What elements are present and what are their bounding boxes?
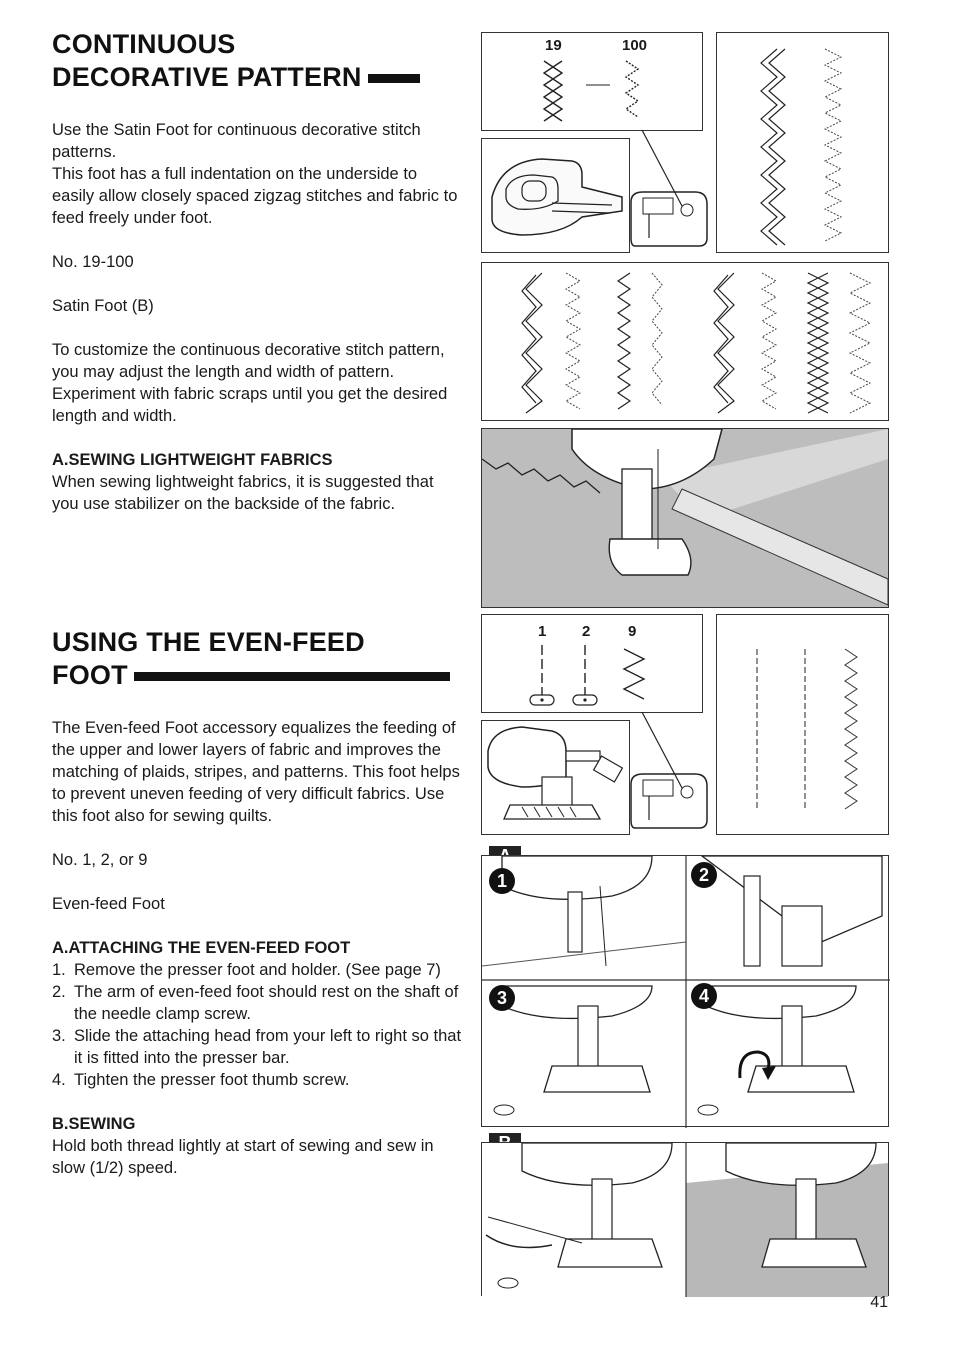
figure-stitch-variations (481, 262, 889, 421)
subheading-text: SEWING LIGHTWEIGHT FABRICS (68, 451, 333, 469)
list-item (52, 1069, 462, 1091)
lightweight-sewing-illustration (482, 429, 890, 609)
step-number: 4. (52, 1071, 66, 1089)
lightweight-paragraph: When sewing lightweight fabrics, it is suggested that you use stabilizer on the backside of the fabric. (52, 473, 434, 513)
figure-panel-a (481, 855, 889, 1127)
label-2: 2 (582, 623, 591, 640)
figure-stitch-selection-19-100 (481, 32, 703, 131)
sewing-paragraph: Hold both thread lightly at start of sewing and sew in slow (1/2) speed. (52, 1137, 434, 1177)
stitch-icons (482, 615, 704, 714)
attach-steps-list (52, 959, 462, 1091)
customize-paragraph-1: To customize the continuous decorative stitch pattern, you may adjust the length and width of pattern. (52, 341, 445, 381)
step-text: The arm of even-feed foot should rest on the shaft of the needle clamp screw. (74, 983, 459, 1023)
subheading-letter: A. (52, 451, 69, 469)
foot-name: Even-feed Foot (52, 895, 165, 913)
label-19: 19 (545, 37, 562, 54)
straight-sample-rows (717, 615, 890, 836)
intro-paragraph-2: This foot has a full indentation on the underside to easily allow closely spaced zigzag stitches and fabric to feed freely under foot. (52, 165, 458, 227)
section-title (52, 626, 462, 692)
even-feed-foot-illustration (482, 721, 631, 836)
step-text: Slide the attaching head from your left to right so that it is fitted into the presser bar. (74, 1027, 462, 1067)
stitch-variation-rows (482, 263, 890, 422)
title-line-2: DECORATIVE PATTERN (52, 62, 362, 92)
title-rule (134, 672, 450, 681)
step-circle-4: 4 (691, 983, 717, 1009)
subheading-letter: A. (52, 939, 69, 957)
foot-name: Satin Foot (B) (52, 297, 154, 315)
figure-stitch-selection-1-2-9 (481, 614, 703, 713)
title-line-1: CONTINUOUS (52, 29, 236, 59)
step-number: 2. (52, 983, 66, 1001)
customize-paragraph-2: Experiment with fabric scraps until you get the desired length and width. (52, 385, 448, 425)
subheading-attaching (52, 937, 462, 959)
label-9: 9 (628, 623, 637, 640)
title-line-2: FOOT (52, 660, 128, 690)
intro-paragraph: The Even-feed Foot accessory equalizes the feeding of the upper and lower layers of fabric and improves the matching of plaids, stripes, and patterns. This foot helps to prevent uneven feeding of very difficult fabrics. Use this foot also for sewing quilts. (52, 719, 460, 825)
pattern-number: No. 1, 2, or 9 (52, 851, 148, 869)
list-item (52, 981, 462, 1025)
step-number: 1. (52, 961, 66, 979)
attach-steps-illustration (482, 856, 890, 1128)
stitch-sample-rows (717, 33, 890, 254)
step-text: Tighten the presser foot thumb screw. (74, 1071, 350, 1089)
subheading-text: ATTACHING THE EVEN-FEED FOOT (68, 939, 351, 957)
subheading-lightweight (52, 449, 462, 471)
intro-paragraph-1: Use the Satin Foot for continuous decorative stitch patterns. (52, 121, 421, 161)
satin-foot-illustration (482, 139, 631, 254)
title-line-1: USING THE EVEN-FEED (52, 627, 365, 657)
figure-lightweight-sewing (481, 428, 889, 608)
list-item (52, 1025, 462, 1069)
section-title (52, 28, 462, 94)
callout-line (640, 128, 685, 208)
section-even-feed (52, 626, 462, 1179)
pattern-number: No. 19-100 (52, 253, 134, 271)
title-rule (368, 74, 420, 83)
section-continuous-decorative (52, 28, 462, 515)
subheading-letter: B. (52, 1115, 69, 1133)
list-item (52, 959, 462, 981)
callout-line (640, 710, 685, 790)
figure-satin-foot (481, 138, 630, 253)
step-circle-2: 2 (691, 862, 717, 888)
stitch-icons (482, 33, 704, 132)
step-circle-3: 3 (489, 985, 515, 1011)
label-100: 100 (622, 37, 648, 54)
subheading-sewing (52, 1113, 462, 1135)
figure-straight-samples (716, 614, 889, 835)
subheading-text: SEWING (68, 1115, 136, 1133)
page-number: 41 (870, 1294, 888, 1311)
step-number: 3. (52, 1027, 66, 1045)
step-text: Remove the presser foot and holder. (See page 7) (74, 961, 441, 979)
figure-stitch-samples (716, 32, 889, 253)
sewing-illustration (482, 1143, 890, 1297)
label-1: 1 (538, 623, 547, 640)
figure-even-feed-foot (481, 720, 630, 835)
step-circle-1: 1 (489, 868, 515, 894)
figure-panel-b (481, 1142, 889, 1296)
